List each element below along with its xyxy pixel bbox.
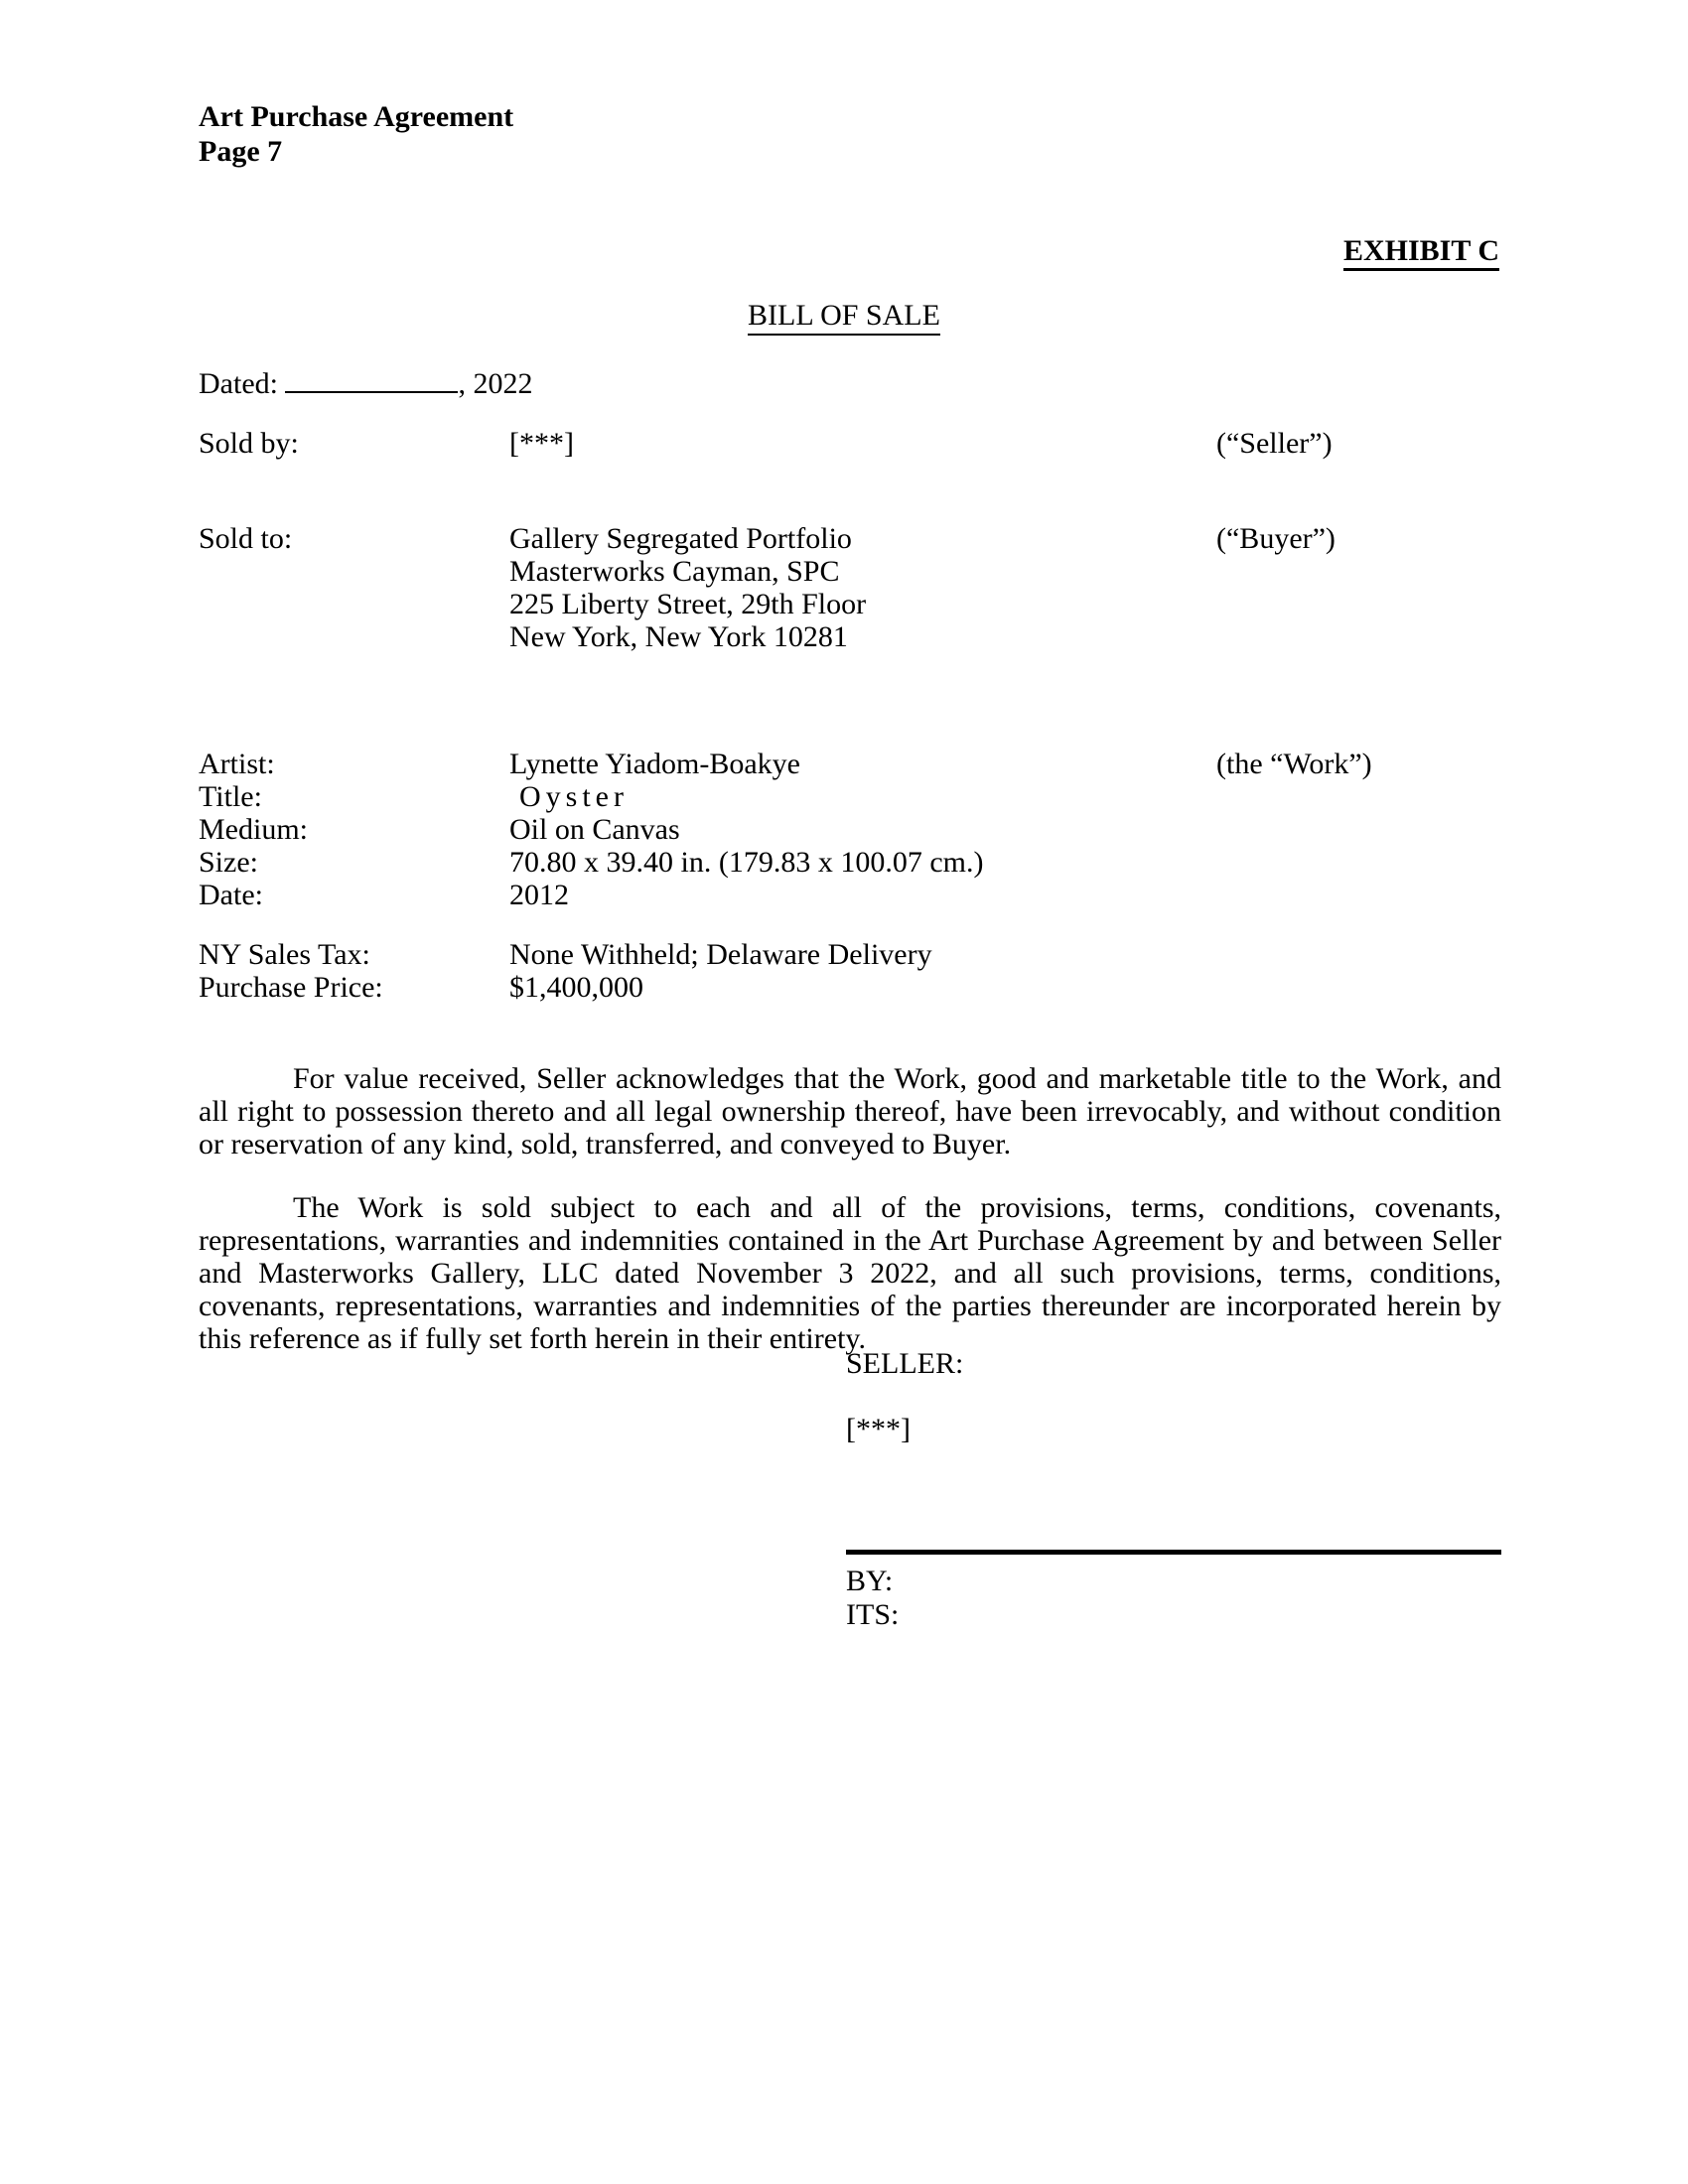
document-header: [199, 99, 513, 169]
sold-by-value: [***]: [509, 427, 574, 460]
work-row-size: [199, 846, 1499, 879]
sales-tax-row: [199, 938, 1499, 971]
exhibit-label-row: [199, 234, 1499, 267]
work-row-artist: [199, 748, 1499, 780]
dated-blank-line: [285, 365, 458, 393]
sold-to-row: [199, 522, 1499, 653]
date-label: Date:: [199, 879, 263, 911]
dated-label: Dated:: [199, 367, 278, 400]
sold-to-address: [509, 522, 1216, 653]
purchase-price-value: $1,400,000: [509, 971, 643, 1004]
work-row-date: [199, 879, 1499, 911]
doc-title: BILL OF SALE: [748, 299, 940, 336]
seller-annotation: (“Seller”): [1216, 427, 1333, 460]
paragraph-work-sold-subject: The Work is sold subject to each and all of the provisions, terms, conditions, covenants, representations, warranties and indemnities contained in the Art Purchase Agreement by and between Seller and Masterworks Gallery, LLC dated November 3 2022, and all such provisions, terms, conditions, covenants, representations, warranties and indemnities of the parties thereunder are incorporated herein by this reference as if fully set forth herein in their entirety.: [199, 1191, 1501, 1355]
seller-signature-name: [***]: [846, 1413, 911, 1445]
work-details-block: [199, 748, 1499, 911]
sold-to-label: Sold to:: [199, 522, 293, 555]
signature-line: [846, 1550, 1501, 1555]
size-value: 70.80 x 39.40 in. (179.83 x 100.07 cm.): [509, 846, 984, 879]
its-label: ITS:: [846, 1598, 900, 1631]
date-value: 2012: [509, 879, 569, 911]
address-line: Gallery Segregated Portfolio: [509, 522, 852, 555]
size-label: Size:: [199, 846, 258, 879]
doc-title-row: [0, 299, 1688, 332]
sales-tax-value: None Withheld; Delaware Delivery: [509, 938, 932, 971]
address-line: Masterworks Cayman, SPC: [509, 555, 840, 588]
work-annotation: (the “Work”): [1216, 748, 1372, 780]
paragraph-value-received: For value received, Seller acknowledges that the Work, good and marketable title to the Work, and all right to possession thereto and all legal ownership thereof, have been irrevocably, and without condition or reservation of any kind, sold, transferred, and conveyed to Buyer.: [199, 1062, 1501, 1160]
address-line: New York, New York 10281: [509, 620, 848, 653]
address-line: 225 Liberty Street, 29th Floor: [509, 588, 867, 620]
exhibit-label: EXHIBIT C: [1343, 234, 1499, 271]
dated-year: , 2022: [458, 367, 533, 400]
sale-terms-block: [199, 938, 1499, 1004]
header-page-number: Page 7: [199, 135, 283, 168]
title-label: Title:: [199, 780, 262, 813]
seller-signature-label: SELLER:: [846, 1347, 964, 1380]
title-value: Oyster: [519, 780, 629, 813]
sales-tax-label: NY Sales Tax:: [199, 938, 370, 971]
medium-label: Medium:: [199, 813, 308, 846]
artist-label: Artist:: [199, 748, 275, 780]
work-row-title: [199, 780, 1499, 813]
purchase-price-row: [199, 971, 1499, 1004]
medium-value: Oil on Canvas: [509, 813, 680, 846]
dated-line: [199, 365, 532, 400]
sold-by-label: Sold by:: [199, 427, 299, 460]
header-title: Art Purchase Agreement: [199, 100, 514, 133]
work-row-medium: [199, 813, 1499, 846]
sold-by-row: [199, 427, 1499, 460]
signature-block: [846, 1347, 1501, 1675]
by-label: BY:: [846, 1565, 894, 1597]
buyer-annotation: (“Buyer”): [1216, 522, 1336, 555]
artist-value: Lynette Yiadom-Boakye: [509, 748, 800, 780]
purchase-price-label: Purchase Price:: [199, 971, 383, 1004]
